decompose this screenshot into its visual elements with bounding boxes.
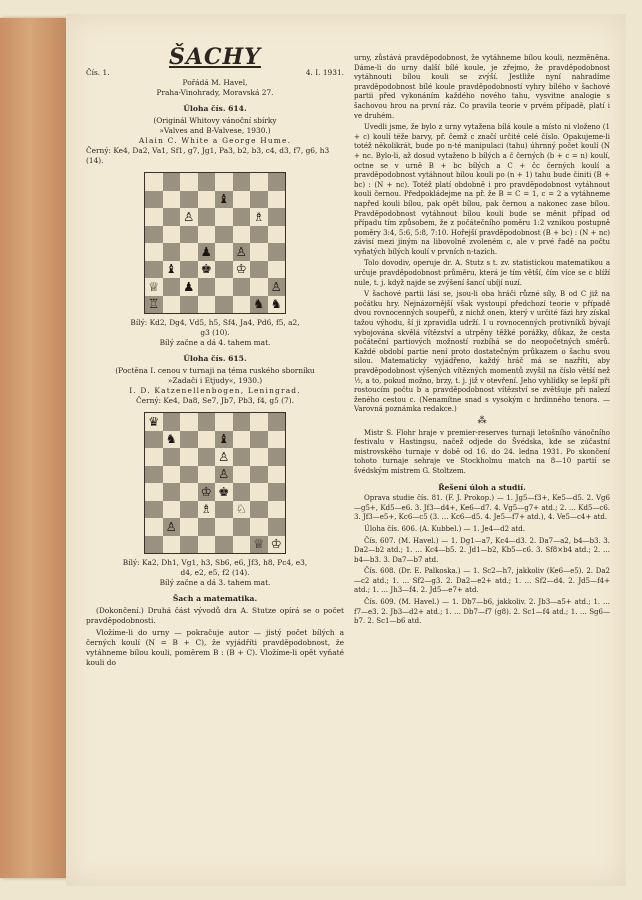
board-square [215,501,233,519]
board-square [145,501,163,519]
board-square [215,261,233,279]
board-square [145,226,163,244]
board-square [250,226,268,244]
board-square [180,431,198,449]
chess-piece: ♟ [183,278,195,294]
board-square [145,413,163,431]
article-paragraph-1: (Dokončení.) Druhá část vývodů dra A. Stutze opírá se o počet pravděpodobnosti. [86,606,344,625]
board-square [180,501,198,519]
board-square [233,483,251,501]
chess-board-615 [144,412,286,554]
board-square [163,501,181,519]
issue-number: Čís. 1. [86,68,110,77]
board-square [163,296,181,314]
board-square [145,173,163,191]
board-square [145,466,163,484]
problem-615-heading: Úloha čís. 615. [183,354,247,363]
board-square [215,413,233,431]
board-square [250,243,268,261]
board-square [198,483,216,501]
board-square [145,243,163,261]
problem-614-source-1: (Originál Whitovy vánoční sbírky [153,116,277,125]
board-square [198,518,216,536]
board-square [145,536,163,554]
board-square [145,261,163,279]
newspaper-page [66,14,626,886]
chess-piece: ♛ [148,413,160,429]
board-square [268,278,286,296]
board-square [145,431,163,449]
problem-614-task: Bílý začne a dá 4. tahem mat. [159,338,271,347]
board-square [215,226,233,244]
board-square [268,431,286,449]
board-square [250,483,268,501]
board-square [250,518,268,536]
board-square [145,518,163,536]
board-square [268,173,286,191]
article-heading: Šach a matematika. [172,594,258,603]
board-square [268,536,286,554]
board-square [233,501,251,519]
problem-614-source-2: »Valves and B-Valvese, 1930.) [159,126,271,135]
board-square [250,261,268,279]
board-square [268,518,286,536]
board-square [180,413,198,431]
chess-piece: ♕ [253,536,265,551]
left-column [86,44,344,670]
board-square [268,466,286,484]
board-square [215,278,233,296]
board-square [180,466,198,484]
board-square [233,536,251,554]
chess-piece: ♞ [253,296,265,311]
board-square [250,536,268,554]
chess-piece: ♝ [218,191,230,206]
board-square [163,431,181,449]
board-square [250,191,268,209]
board-square [215,173,233,191]
problem-615-authors: I. D. Katzenellenbogen, Leningrad. [129,386,301,395]
board-square [198,501,216,519]
chess-piece: ♘ [235,501,247,516]
board-square [198,296,216,314]
right-column [354,54,610,629]
problem-614-black: Černý: Ke4, Da2, Va1, Sf1, g7, Jg1, Pa3, b2, b3, c4, d3, f7, g6, h3 (14). [86,146,330,165]
problem-615-white-2: d4, e2, e5, f2 (14). [180,568,250,577]
chess-piece: ♔ [200,483,212,499]
board-square [215,483,233,501]
board-square [268,413,286,431]
board-square [233,518,251,536]
board-square [198,413,216,431]
problem-614-heading: Úloha čís. 614. [183,104,247,113]
board-square [268,226,286,244]
board-square [163,243,181,261]
board-square [215,448,233,466]
board-square [233,208,251,226]
board-square [268,296,286,314]
board-square [233,278,251,296]
board-square [268,501,286,519]
article-paragraph-2: Vložíme-li do urny — pokračuje autor — jistý počet bílých a černých koulí (N = B + C), že vyjádříti pravděpodobnost, že vytáhneme bílou kouli, poměrem B : (B + C). Vložíme-li opět vyňaté kouli do [86,628,344,667]
problem-615-source-1: (Poctěna I. cenou v turnaji na téma ruského sborníku [115,366,315,375]
board-square [250,448,268,466]
board-square [233,173,251,191]
chess-piece: ♝ [218,431,230,446]
board-square [180,243,198,261]
board-square [215,431,233,449]
board-square [233,466,251,484]
board-square [163,261,181,279]
board-square [180,448,198,466]
chess-piece: ♙ [235,243,247,259]
board-square [163,173,181,191]
solution-607: Čís. 607. (M. Havel.) — 1. Dg1—a7, Kc4—d3. 2. Da7—a2, b4—b3. 3. Da2—b2 atd.; 1. … Kc4—b5. 2. Jd1—b2, Kb5—c6. 3. Sf8×b4 atd.; 2. … b4—b3. 3. Da7—b7 atd. [354,536,610,564]
board-square [163,226,181,244]
chess-piece: ♙ [183,208,195,224]
board-square [198,466,216,484]
board-square [180,483,198,501]
board-square [163,483,181,501]
board-square [180,173,198,191]
chess-piece: ♞ [270,296,282,311]
board-square [163,448,181,466]
board-square [215,518,233,536]
board-square [250,431,268,449]
board-square [268,261,286,279]
board-square [268,208,286,226]
board-square [233,226,251,244]
chess-piece: ♕ [148,278,160,294]
right-paragraph-2: Uvedli jsme, že bylo z urny vytažena bílá koule a místo ni vloženo (1 + c) koulí téže barvy, př. čemž c značí určité celé číslo. Opakujeme-li totéž několikrát, bude po n-té manipulaci (tahu) úhrnný počet koulí (N + nc. Bylo-li, až dosud vytaženo b bílých a č černých (b + c = n) koulí, octne se v urně B + bc bílých a C + čc černých koulí a pravděpodobnost vytáhnout bílou kouli po (n + 1) tahu bude činiti (B + bc) : (N + nc). Totéž platí obdobně i pro pravděpodobnost vytáhnout kouli černou. Předpokládejme na př. že B = C = 1, c = 2 a vytáhneme napřed kouli bílou, pak opět bílou, pak černou a nakonec zase bílou. Pravděpodobnost vytáhnout bílou kouli bude se měnit případ od případu tím způsobem, že z počátečního poměru 1:2 vznikou postupně poměry 3:4, 5:6, 5:8, 7:10. Hořejší pravděpodobnost (B + bc) : (N + nc) závisí mezi jiným na libovolně zvoleném c, ale v prvé řadě na počtu vyňatých bílých koulí v prvních n-tazích. [354,123,610,256]
board-square [180,278,198,296]
editor-line-2: Praha-Vinohrady, Moravská 27. [156,88,274,97]
board-square [215,466,233,484]
chess-piece: ♙ [218,466,230,481]
board-square [250,296,268,314]
board-square [163,518,181,536]
chess-piece: ♔ [235,261,247,276]
board-square [233,296,251,314]
board-square [198,191,216,209]
problem-615-task: Bílý začne a dá 3. tahem mat. [159,578,271,587]
board-square [163,191,181,209]
problem-614-white-2: g3 (10). [200,328,230,337]
board-square [163,466,181,484]
solution-study-81: Oprava studie čís. 81. (F. J. Prokop.) — 1. Jg5—f3+, Ke5—d5. 2. Vg6—g5+, Kd5—e6. 3. Jf3—d4+, Ke6—d7. 4. Vg5—g7+ atd.; 2. … Kd5—c6. 3. Jf3—e5+, Kc6—c5 (3. … Kc6—d5. 4. Je5—f7+ atd.), 4. Ve5—c4+ atd. [354,494,610,522]
board-square [145,278,163,296]
chess-piece: ♟ [200,243,212,259]
board-square [180,226,198,244]
chess-piece: ♗ [200,501,212,516]
chess-piece: ♞ [165,431,177,446]
board-square [233,243,251,261]
right-paragraph-1: urny, zůstává pravděpodobnost, že vytáhneme bílou kouli, nezměněna. Dáme-li do urny další bílé koule, je zřejmo, že pravděpodobnost vytáhnouti bílou kouli se zvýší. Jestliže nyní nahradíme pravděpodobnost bílé koule pravděpodobností vyhry bílého v šachové partii před vykonáním každého nového tahu, vysvitne analogie s šachovou hrou na první ráz. Co pravila teorie v prvém případě, platí i ve druhém. [354,54,610,120]
problem-615-source-2: »Zadači i Etjudy«, 1930.) [167,376,263,385]
board-square [145,483,163,501]
board-square [180,208,198,226]
solution-608: Čís. 608. (Dr. E. Palkoska.) — 1. Sc2—h7, jakkoliv (Ke6—e5). 2. Da2—c2 atd.; 1. … Sf2—g3. 2. Da2—e2+ atd.; 1. … Sf2—d4. 2. Jd5—f4+ atd.; 1. … Jh3—f4. 2. Jd5—e7+ atd. [354,567,610,595]
board-square [163,278,181,296]
board-square [215,296,233,314]
chess-piece: ♔ [270,536,282,551]
board-square [250,413,268,431]
chess-board-614 [144,172,286,314]
board-square [198,226,216,244]
board-square [198,261,216,279]
board-square [180,261,198,279]
board-square [180,191,198,209]
chess-piece: ♚ [200,261,212,276]
board-square [250,501,268,519]
editor-line-1: Pořádá M. Havel, [182,78,248,87]
section-ornament: ⁂ [477,415,487,426]
issue-date: 4. I. 1931. [305,68,344,77]
board-square [145,296,163,314]
board-square [250,208,268,226]
board-square [215,536,233,554]
right-paragraph-3: Tolo dovodiv, operuje dr. A. Stutz s t. zv. statistickou matematikou a určuje pravděpodobnost průměru, která je tím větší, čím více se c blíží nule, t. j. když najde se zvýšení šancí ubíjí nuzí. [354,259,610,287]
board-square [233,448,251,466]
problem-615-white-1: Bílý: Ka2, Dh1, Vg1, h3, Sb6, e6, Jf3, h8, Pc4, e3, [122,558,308,567]
board-square [145,448,163,466]
board-square [145,191,163,209]
board-square [198,448,216,466]
problem-614-white-1: Bílý: Kd2, Dg4, Vd5, h5, Sf4, Ja4, Pd6, f5, a2, [130,318,300,327]
board-square [250,278,268,296]
chess-piece: ♙ [270,278,282,294]
board-square [198,243,216,261]
board-square [215,191,233,209]
board-square [163,536,181,554]
problem-614-authors: Alain C. White a George Hume. [138,136,292,145]
chess-piece: ♖ [148,296,160,311]
right-paragraph-4: V šachové partii lási se, jsou-li oba hráči různé síly, B od C již na počátku hry. Nejnázornější však vystoupí předchozí teorie v případě dvou rovnocenných soupeřů, z nichž onen, který v určité fázi hry získal tažou výhodu, ší ji zpravidla udrží. I u rovnocenných protivníků bývají vybojována skvělá vítězství a utrpěny těžké porážky, důkaz, že cesta počáteční partiových možností rozbíhá se do neopočetných směrů. Každé období partie není proto dostatečným průkazem o šachu svou silou. Matematicky vyjádřeno, každý hráč má se nazříti, aby pravděpodobnost výšených vítězných momentů zvyšil na číslo větší než ½, a to, pokud možno, brzy, t. j. již v otevření. Jeho vyhlídky se lepší při rostoucím počtu b a pravděpodobnost vítězství se zvětšuje při nalezí ženého cestou c. (Nenamítne snad s vysokým c hrdinného tenora. — Varovná poznámka redakce.) [354,290,610,414]
solution-606: Úloha čís. 606. (A. Kubbel.) — 1. Je4—d2 atd. [364,524,525,533]
problem-615-black: Černý: Ke4, Da8, Se7, Jb7, Pb3, f4, g5 (7). [136,396,294,405]
board-square [163,208,181,226]
solution-609: Čís. 609. (M. Havel.) — 1. Db7—b6, jakkoliv. 2. Jb3—a5+ atd.; 1. … f7—e3. 2. Jb3—d2+ atd.; 1. … Db7—f7 (g8). 2. Sc1—f4 atd.; 1. … Sg6—b7. 2. Sc1—b6 atd. [354,598,610,626]
board-square [268,483,286,501]
board-square [180,536,198,554]
board-square [198,278,216,296]
page-title: ŠACHY [169,44,261,70]
chess-piece: ♗ [253,208,265,224]
flohr-news: Mistr S. Flohr hraje v premier-reserves turnaji letošního vánočního festivalu v Hastingsu, načež odjede do Švédska, kde se zúčastní mistrovského turnaje v době od 16. do 24. ledna 1931. Po skončení tohoto turnaje sehraje ve Stockholmu match na 8—10 partií se švédským mistrem G. Stoltzem. [354,428,610,475]
chess-piece: ♙ [218,448,230,464]
board-square [215,243,233,261]
board-square [198,173,216,191]
board-square [268,191,286,209]
board-square [233,413,251,431]
board-square [268,448,286,466]
board-square [250,466,268,484]
chess-piece: ♙ [165,518,177,534]
board-square [180,296,198,314]
board-square [145,208,163,226]
board-square [198,431,216,449]
board-square [233,191,251,209]
board-square [163,413,181,431]
board-square [233,261,251,279]
chess-piece: ♚ [218,483,230,499]
board-square [250,173,268,191]
board-square [233,431,251,449]
board-square [215,208,233,226]
board-square [268,243,286,261]
board-square [198,208,216,226]
chess-piece: ♝ [165,261,177,276]
book-spine [0,18,67,878]
solutions-heading: Řešení úloh a studií. [438,482,526,492]
board-square [180,518,198,536]
board-square [198,536,216,554]
